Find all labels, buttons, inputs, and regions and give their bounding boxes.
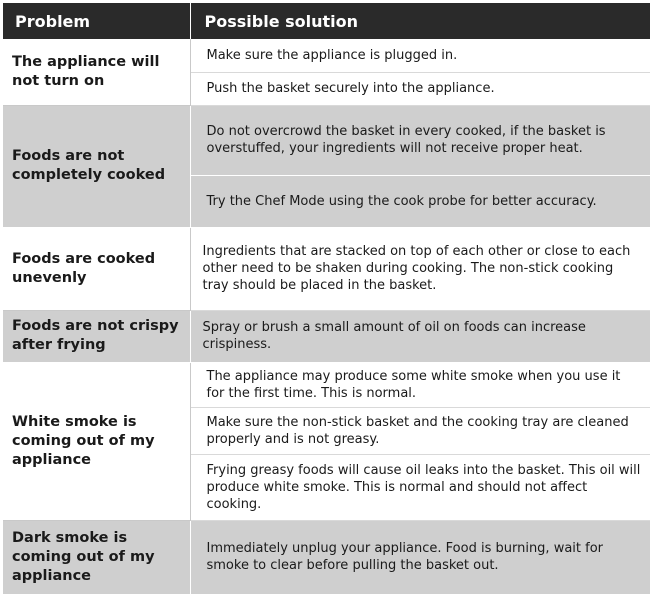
solution-cell: Push the basket securely into the appliance. [190,72,650,105]
problem-column-header: Problem [3,3,190,39]
problem-cell: Foods are not crispy after frying [3,310,190,362]
table-row [3,520,650,594]
table-row [3,39,650,72]
solution-cell: Try the Chef Mode using the cook probe for better accuracy. [190,175,650,227]
problem-cell: The appliance will not turn on [3,39,190,105]
table-header-row [3,3,650,39]
problem-cell: Foods are not completely cooked [3,105,190,227]
solution-cell: The appliance may produce some white smoke when you use it for the first time. This is normal. [190,362,650,407]
table-row [3,227,650,310]
solution-cell: Make sure the appliance is plugged in. [190,39,650,72]
table-row [3,105,650,175]
problem-cell: Dark smoke is coming out of my appliance [3,520,190,594]
troubleshooting-table [3,3,650,595]
table-row [3,362,650,407]
solution-column-header: Possible solution [190,3,650,39]
solution-cell: Immediately unplug your appliance. Food is burning, wait for smoke to clear before pulling the basket out. [190,520,650,594]
solution-cell: Spray or brush a small amount of oil on foods can increase crispiness. [190,310,650,362]
solution-cell: Ingredients that are stacked on top of each other or close to each other need to be shaken during cooking. The non-stick cooking tray should be placed in the basket. [190,227,650,310]
table-row [3,310,650,362]
problem-cell: White smoke is coming out of my appliance [3,362,190,520]
problem-cell: Foods are cooked unevenly [3,227,190,310]
solution-cell: Do not overcrowd the basket in every cooked, if the basket is overstuffed, your ingredients will not receive proper heat. [190,105,650,175]
solution-cell: Frying greasy foods will cause oil leaks into the basket. This oil will produce white smoke. This is normal and should not affect cooking. [190,454,650,520]
solution-cell: Make sure the non-stick basket and the cooking tray are cleaned properly and is not greasy. [190,407,650,454]
